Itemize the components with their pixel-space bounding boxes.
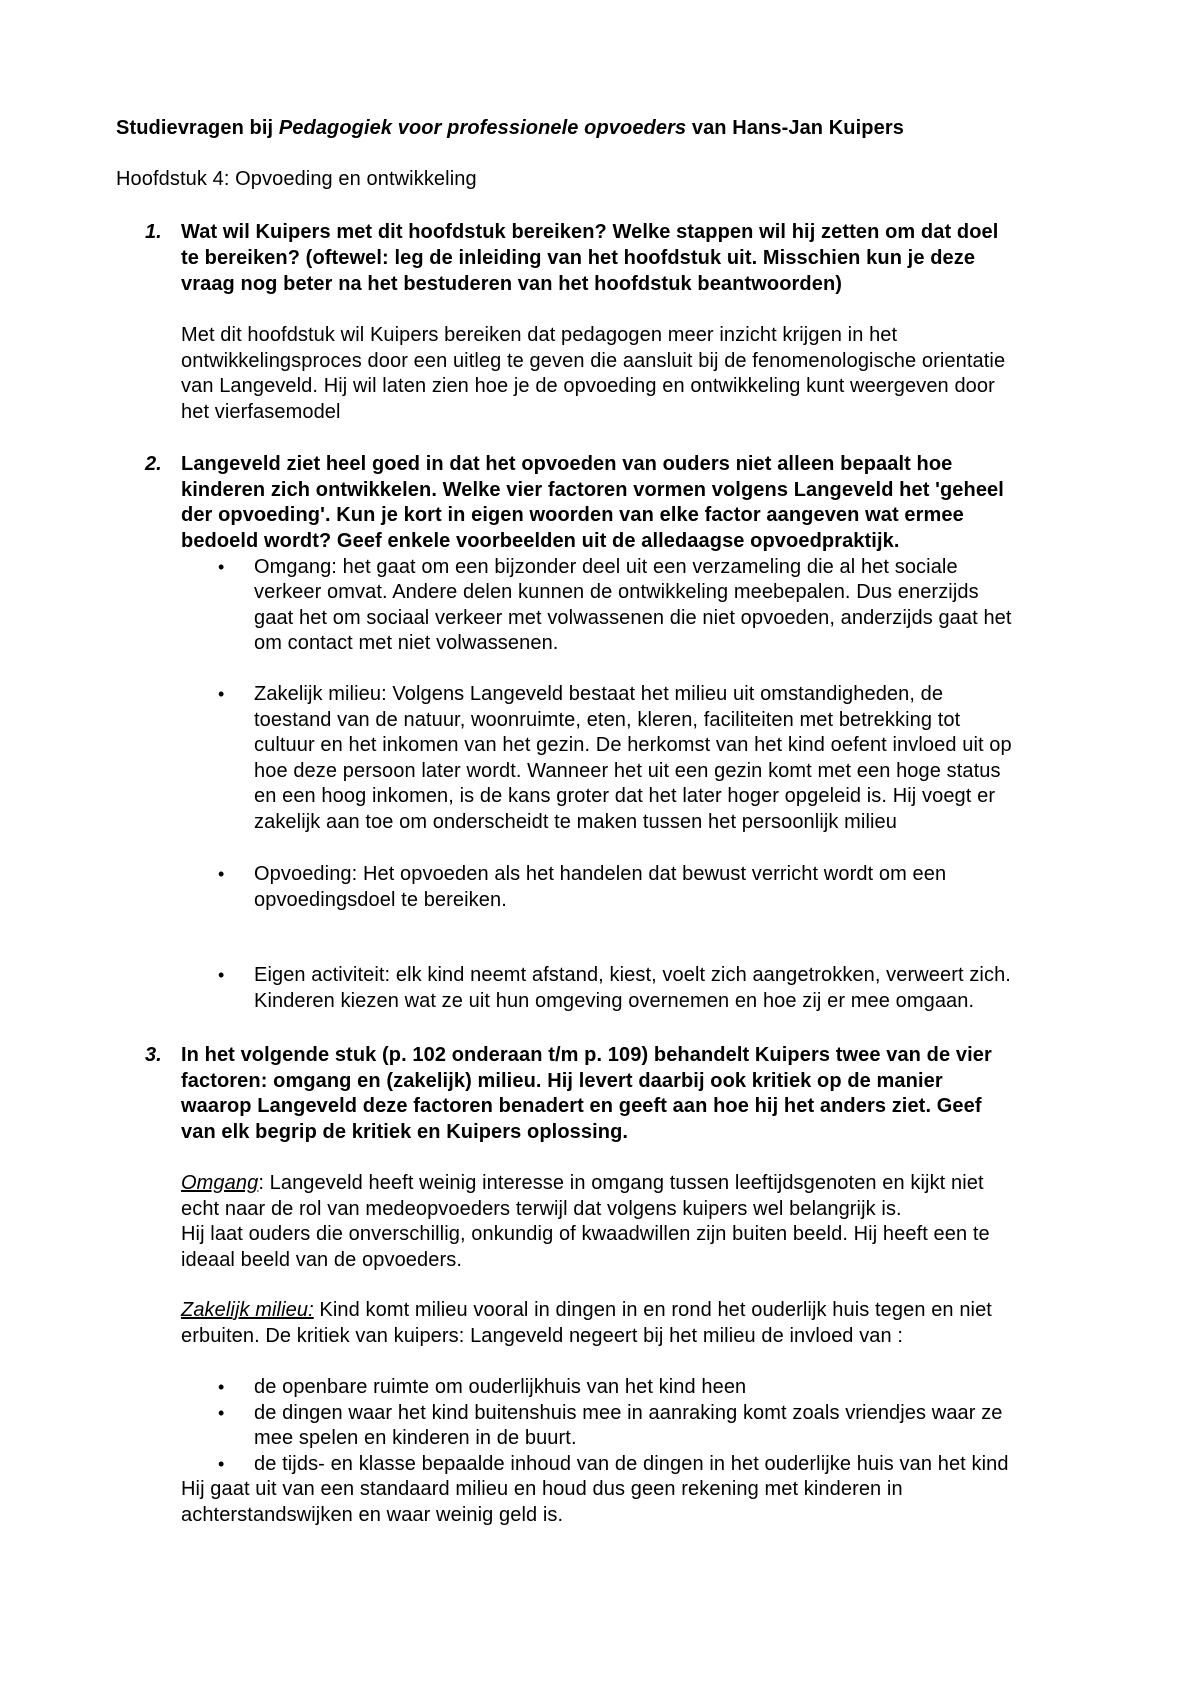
question-number: 3. (145, 1044, 162, 1066)
answer-text: achterstandswijken en waar weinig geld is. (181, 1504, 564, 1526)
omgang-label: Omgang (181, 1172, 259, 1194)
question-number: 2. (145, 453, 162, 475)
list-item: de dingen waar het kind buitenshuis mee in aanraking komt zoals vriendjes waar ze (254, 1402, 1003, 1424)
list-item: opvoedingsdoel te bereiken. (254, 889, 507, 911)
chapter-heading: Hoofdstuk 4: Opvoeding en ontwikkeling (116, 168, 477, 190)
list-item: Kinderen kiezen wat ze uit hun omgeving overnemen en hoe zij er mee omgaan. (254, 990, 975, 1012)
answer-text: ideaal beeld van de opvoeders. (181, 1249, 462, 1271)
milieu-paragraph (181, 1298, 992, 1322)
bullet-icon: • (218, 557, 225, 577)
list-item: verkeer omvat. Andere delen kunnen de ontwikkeling meebepalen. Dus enerzijds (254, 581, 979, 603)
answer-text: van Langeveld. Hij wil laten zien hoe je de opvoeding en ontwikkeling kunt weergeven door (181, 375, 995, 397)
question-text: Langeveld ziet heel goed in dat het opvoeden van ouders niet alleen bepaalt hoe (181, 453, 953, 475)
list-item: de openbare ruimte om ouderlijkhuis van het kind heen (254, 1376, 747, 1398)
list-item: Eigen activiteit: elk kind neemt afstand, kiest, voelt zich aangetrokken, verweert zich. (254, 964, 1011, 986)
milieu-label: Zakelijk milieu: (181, 1299, 314, 1321)
list-item: mee spelen en kinderen in de buurt. (254, 1427, 577, 1449)
title-suffix: van Hans-Jan Kuipers (686, 117, 904, 139)
answer-text: : Langeveld heeft weinig interesse in omgang tussen leeftijdsgenoten en kijkt niet (258, 1172, 984, 1194)
list-item: cultuur en het inkomen van het gezin. De herkomst van het kind oefent invloed uit op (254, 734, 1012, 756)
bullet-icon: • (218, 684, 225, 704)
question-text: Wat wil Kuipers met dit hoofdstuk bereiken? Welke stappen wil hij zetten om dat doel (181, 221, 999, 243)
list-item: om contact met niet volwassenen. (254, 632, 559, 654)
omgang-paragraph (181, 1171, 984, 1195)
bullet-icon: • (218, 965, 225, 985)
bullet-icon: • (218, 1454, 225, 1474)
question-text: te bereiken? (oftewel: leg de inleiding van het hoofdstuk uit. Misschien kun je deze (181, 247, 976, 269)
bullet-icon: • (218, 1403, 225, 1423)
title-prefix: Studievragen bij (116, 117, 279, 139)
question-text: In het volgende stuk (p. 102 onderaan t/m p. 109) behandelt Kuipers twee van de vier (181, 1044, 992, 1066)
answer-text: erbuiten. De kritiek van kuipers: Langeveld negeert bij het milieu de invloed van : (181, 1325, 904, 1347)
list-item: Zakelijk milieu: Volgens Langeveld bestaat het milieu uit omstandigheden, de (254, 683, 944, 705)
answer-text: echt naar de rol van medeopvoeders terwijl dat volgens kuipers wel belangrijk is. (181, 1198, 902, 1220)
bullet-icon: • (218, 1377, 225, 1397)
answer-text: Met dit hoofdstuk wil Kuipers bereiken dat pedagogen meer inzicht krijgen in het (181, 324, 898, 346)
question-text: factoren: omgang en (zakelijk) milieu. Hij levert daarbij ook kritiek op de manier (181, 1070, 943, 1092)
list-item: Omgang: het gaat om een bijzonder deel uit een verzameling die al het sociale (254, 556, 958, 578)
answer-text: Hij gaat uit van een standaard milieu en houd dus geen rekening met kinderen in (181, 1478, 903, 1500)
question-text: kinderen zich ontwikkelen. Welke vier factoren vormen volgens Langeveld het 'geheel (181, 479, 1004, 501)
list-item: toestand van de natuur, woonruimte, eten, kleren, faciliteiten met betrekking tot (254, 709, 961, 731)
list-item: Opvoeding: Het opvoeden als het handelen dat bewust verricht wordt om een (254, 863, 947, 885)
list-item: en een hoog inkomen, is de kans groter dat het later hoger opgeleid is. Hij voegt er (254, 785, 996, 807)
question-text: waarop Langeveld deze factoren benadert en geeft aan hoe hij het anders ziet. Geef (181, 1095, 982, 1117)
question-text: bedoeld wordt? Geef enkele voorbeelden uit de alledaagse opvoedpraktijk. (181, 530, 900, 552)
question-text: van elk begrip de kritiek en Kuipers oplossing. (181, 1121, 629, 1143)
answer-text: Kind komt milieu vooral in dingen in en rond het ouderlijk huis tegen en niet (313, 1299, 992, 1321)
question-text: der opvoeding'. Kun je kort in eigen woorden van elke factor aangeven wat ermee (181, 504, 964, 526)
list-item: gaat het om sociaal verkeer met volwassenen die niet opvoeden, anderzijds gaat het (254, 607, 1012, 629)
answer-text: Hij laat ouders die onverschillig, onkundig of kwaadwillen zijn buiten beeld. Hij heeft een te (181, 1223, 990, 1245)
question-text: vraag nog beter na het bestuderen van het hoofdstuk beantwoorden) (181, 273, 843, 295)
list-item: hoe deze persoon later wordt. Wanneer het uit een gezin komt met een hoge status (254, 760, 1001, 782)
title-book: Pedagogiek voor professionele opvoeders (278, 117, 687, 139)
bullet-icon: • (218, 864, 225, 884)
list-item: zakelijk aan toe om onderscheidt te maken tussen het persoonlijk milieu (254, 811, 897, 833)
list-item: de tijds- en klasse bepaalde inhoud van de dingen in het ouderlijke huis van het kind (254, 1453, 1009, 1475)
document-title (116, 116, 904, 140)
answer-text: ontwikkelingsproces door een uitleg te geven die aansluit bij de fenomenologische orientatie (181, 350, 1006, 372)
question-number: 1. (145, 221, 162, 243)
answer-text: het vierfasemodel (181, 401, 341, 423)
